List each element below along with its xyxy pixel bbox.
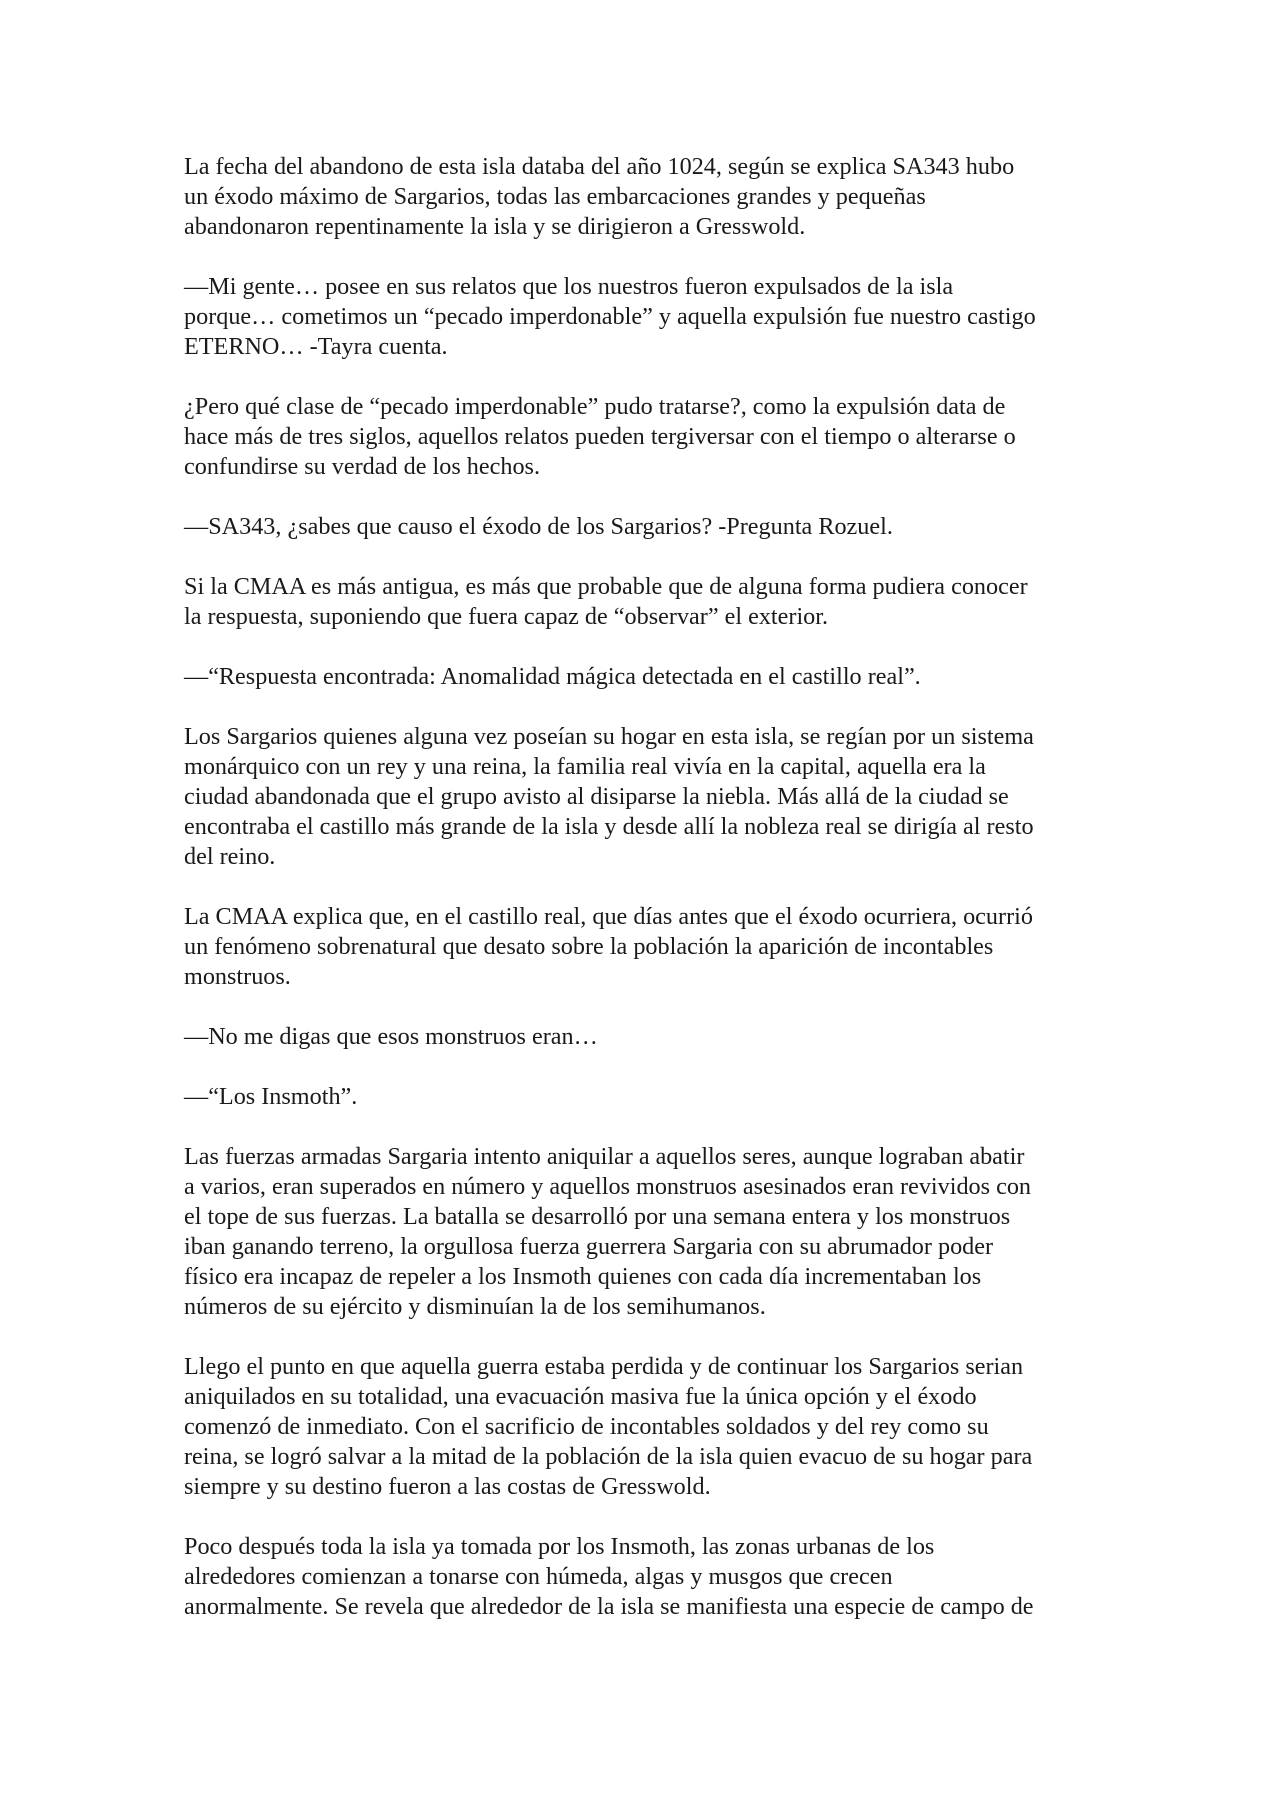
text-line: un éxodo máximo de Sargarios, todas las embarcaciones grandes y pequeñas — [184, 183, 926, 210]
paragraph — [184, 722, 1104, 872]
text-line: Poco después toda la isla ya tomada por los Insmoth, las zonas urbanas de los — [184, 1533, 935, 1560]
text-line: La fecha del abandono de esta isla databa del año 1024, según se explica SA343 hubo — [184, 153, 1015, 180]
paragraph — [184, 1082, 1104, 1112]
text-line: el tope de sus fuerzas. La batalla se desarrolló por una semana entera y los monstruos — [184, 1203, 1011, 1230]
text-line: —“Los Insmoth”. — [184, 1083, 358, 1110]
text-line: números de su ejército y disminuían la de los semihumanos. — [184, 1293, 766, 1320]
text-line: comenzó de inmediato. Con el sacrificio de incontables soldados y del rey como su — [184, 1413, 989, 1440]
text-line: físico era incapaz de repeler a los Insmoth quienes con cada día incrementaban los — [184, 1263, 982, 1290]
paragraph — [184, 512, 1104, 542]
paragraph — [184, 392, 1104, 482]
text-line: Llego el punto en que aquella guerra estaba perdida y de continuar los Sargarios serian — [184, 1353, 1024, 1380]
paragraph — [184, 902, 1104, 992]
text-line: ¿Pero qué clase de “pecado imperdonable” pudo tratarse?, como la expulsión data de — [184, 393, 1006, 420]
paragraph — [184, 1532, 1104, 1622]
text-line: abandonaron repentinamente la isla y se dirigieron a Gresswold. — [184, 213, 806, 240]
text-line: —“Respuesta encontrada: Anomalidad mágica detectada en el castillo real”. — [184, 663, 921, 690]
paragraph — [184, 1352, 1104, 1502]
text-line: aniquilados en su totalidad, una evacuación masiva fue la única opción y el éxodo — [184, 1383, 977, 1410]
text-line: —Mi gente… posee en sus relatos que los nuestros fueron expulsados de la isla — [184, 273, 954, 300]
text-line: —No me digas que esos monstruos eran… — [184, 1023, 598, 1050]
text-line: Si la CMAA es más antigua, es más que probable que de alguna forma pudiera conocer — [184, 573, 1028, 600]
text-line: alrededores comienzan a tonarse con húmeda, algas y musgos que crecen — [184, 1563, 893, 1590]
text-line: La CMAA explica que, en el castillo real, que días antes que el éxodo ocurriera, ocurrió — [184, 903, 1033, 930]
paragraph — [184, 1142, 1104, 1322]
paragraph — [184, 272, 1104, 362]
paragraph — [184, 1022, 1104, 1052]
text-line: porque… cometimos un “pecado imperdonable” y aquella expulsión fue nuestro castigo — [184, 303, 1036, 330]
document-text-body — [184, 152, 1104, 1652]
text-line: encontraba el castillo más grande de la isla y desde allí la nobleza real se dirigía al resto — [184, 813, 1034, 840]
text-line: ETERNO… -Tayra cuenta. — [184, 333, 448, 360]
text-line: Las fuerzas armadas Sargaria intento aniquilar a aquellos seres, aunque lograban abatir — [184, 1143, 1025, 1170]
paragraph — [184, 152, 1104, 242]
text-line: iban ganando terreno, la orgullosa fuerza guerrera Sargaria con su abrumador poder — [184, 1233, 994, 1260]
text-line: —SA343, ¿sabes que causo el éxodo de los Sargarios? -Pregunta Rozuel. — [184, 513, 893, 540]
paragraph — [184, 662, 1104, 692]
text-line: confundirse su verdad de los hechos. — [184, 453, 540, 480]
text-line: monárquico con un rey y una reina, la familia real vivía en la capital, aquella era la — [184, 753, 986, 780]
text-line: un fenómeno sobrenatural que desato sobre la población la aparición de incontables — [184, 933, 994, 960]
text-line: ciudad abandonada que el grupo avisto al disiparse la niebla. Más allá de la ciudad se — [184, 783, 1009, 810]
paragraph — [184, 572, 1104, 632]
text-line: del reino. — [184, 843, 276, 870]
text-line: a varios, eran superados en número y aquellos monstruos asesinados eran revividos con — [184, 1173, 1032, 1200]
text-line: monstruos. — [184, 963, 291, 990]
text-line: Los Sargarios quienes alguna vez poseían su hogar en esta isla, se regían por un sistema — [184, 723, 1034, 750]
text-line: reina, se logró salvar a la mitad de la población de la isla quien evacuo de su hogar para — [184, 1443, 1033, 1470]
text-line: anormalmente. Se revela que alrededor de la isla se manifiesta una especie de campo de — [184, 1593, 1034, 1620]
text-line: hace más de tres siglos, aquellos relatos pueden tergiversar con el tiempo o alterarse o — [184, 423, 1016, 450]
text-line: la respuesta, suponiendo que fuera capaz de “observar” el exterior. — [184, 603, 829, 630]
text-line: siempre y su destino fueron a las costas de Gresswold. — [184, 1473, 711, 1500]
